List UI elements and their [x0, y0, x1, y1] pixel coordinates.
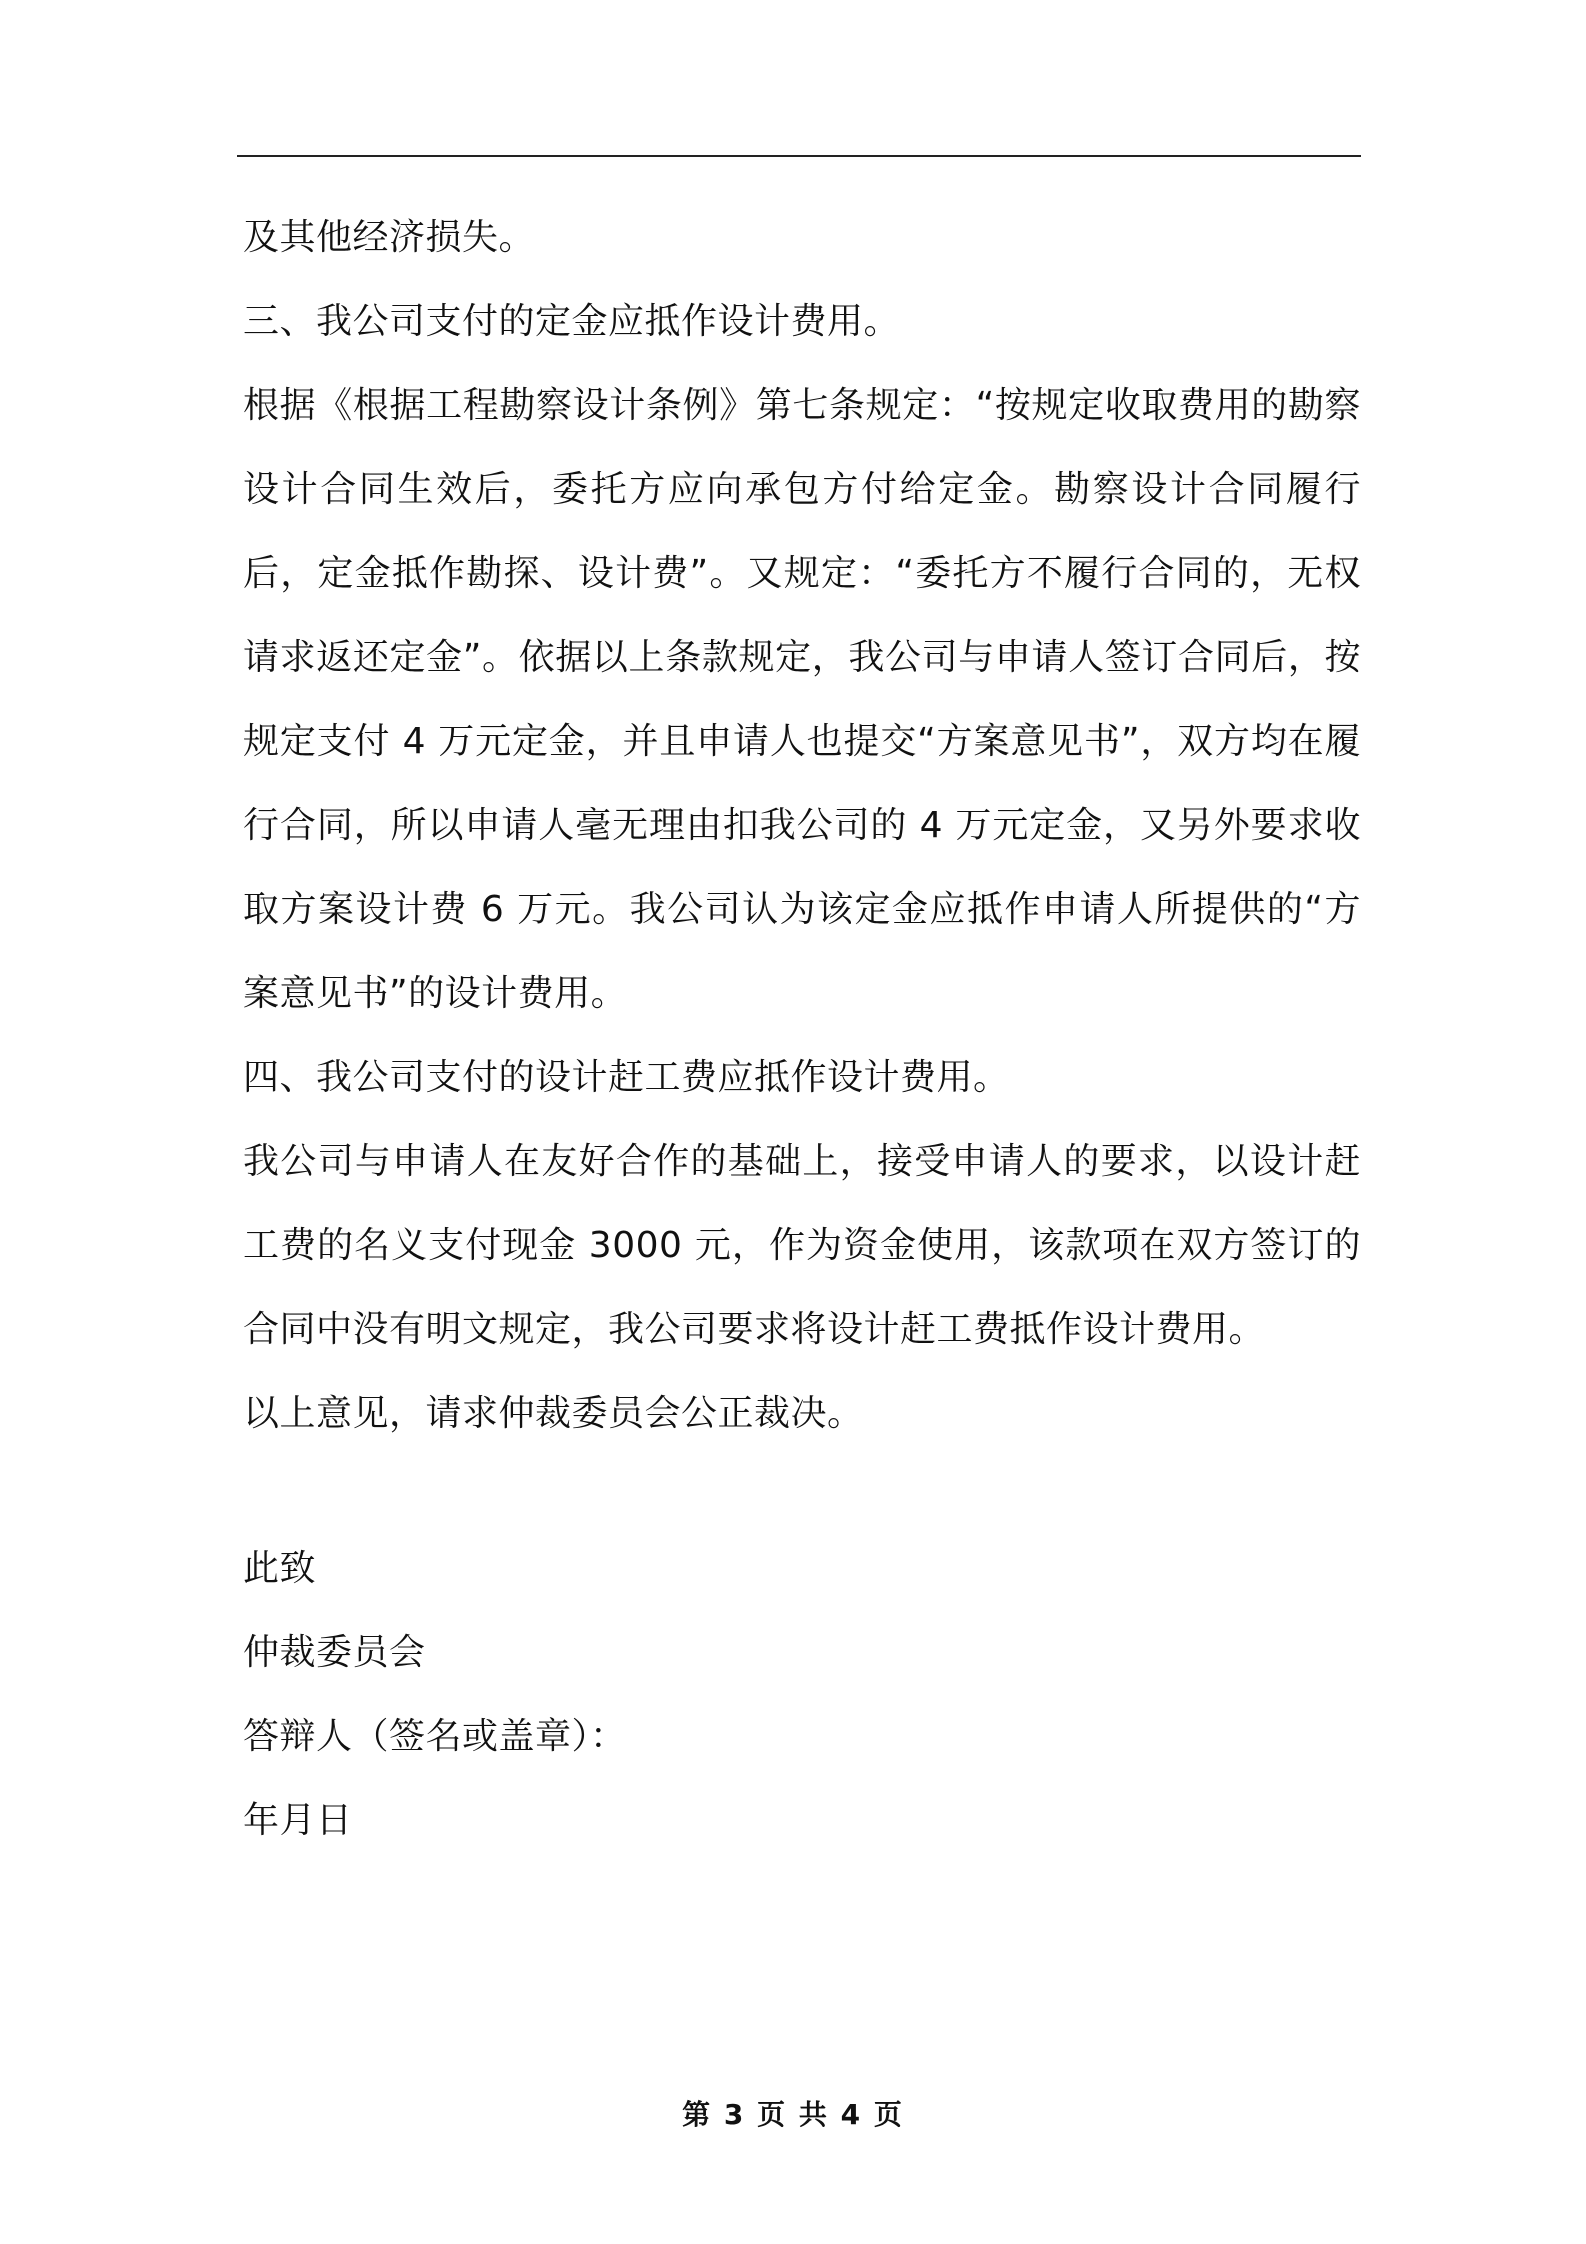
paragraph-continuation: 及其他经济损失。 [243, 217, 536, 258]
closing-salutation: 此致 [243, 1548, 317, 1589]
section-heading-three: 三、我公司支付的定金应抵作设计费用。 [243, 301, 901, 342]
section-heading-four: 四、我公司支付的设计赶工费应抵作设计费用。 [243, 1057, 1010, 1098]
page-indicator: 第 3 页 共 4 页 [682, 2098, 904, 2131]
closing-recipient: 仲裁委员会 [243, 1632, 426, 1673]
closing-signatory: 答辩人（签名或盖章）： [243, 1716, 627, 1757]
paragraph-rush-fee-argument: 我公司与申请人在友好合作的基础上，接受申请人的要求，以设计赶工费的名义支付现金 3000 元，作为资金使用，该款项在双方签订的合同中没有明文规定，我公司要求将设计赶工费抵作设计费用。 [243, 1141, 1361, 1350]
header-rule [237, 155, 1361, 157]
paragraph-deposit-argument: 根据《根据工程勘察设计条例》第七条规定：“按规定收取费用的勘察设计合同生效后，委托方应向承包方付给定金。勘察设计合同履行后，定金抵作勘探、设计费”。又规定：“委托方不履行合同的，无权请求返还定金”。依据以上条款规定，我公司与申请人签订合同后，按规定支付 4 万元定金，并且申请人也提交“方案意见书”，双方均在履行合同，所以申请人毫无理由扣我公司的 4 万元定金，又另外要求收取方案设计费 6 万元。我公司认为该定金应抵作申请人所提供的“方案意见书”的设计费用。 [243, 385, 1361, 1014]
paragraph-conclusion: 以上意见，请求仲裁委员会公正裁决。 [243, 1393, 864, 1434]
closing-block [243, 1527, 1361, 1863]
document-body [243, 196, 1361, 1456]
closing-date: 年月日 [243, 1800, 353, 1841]
